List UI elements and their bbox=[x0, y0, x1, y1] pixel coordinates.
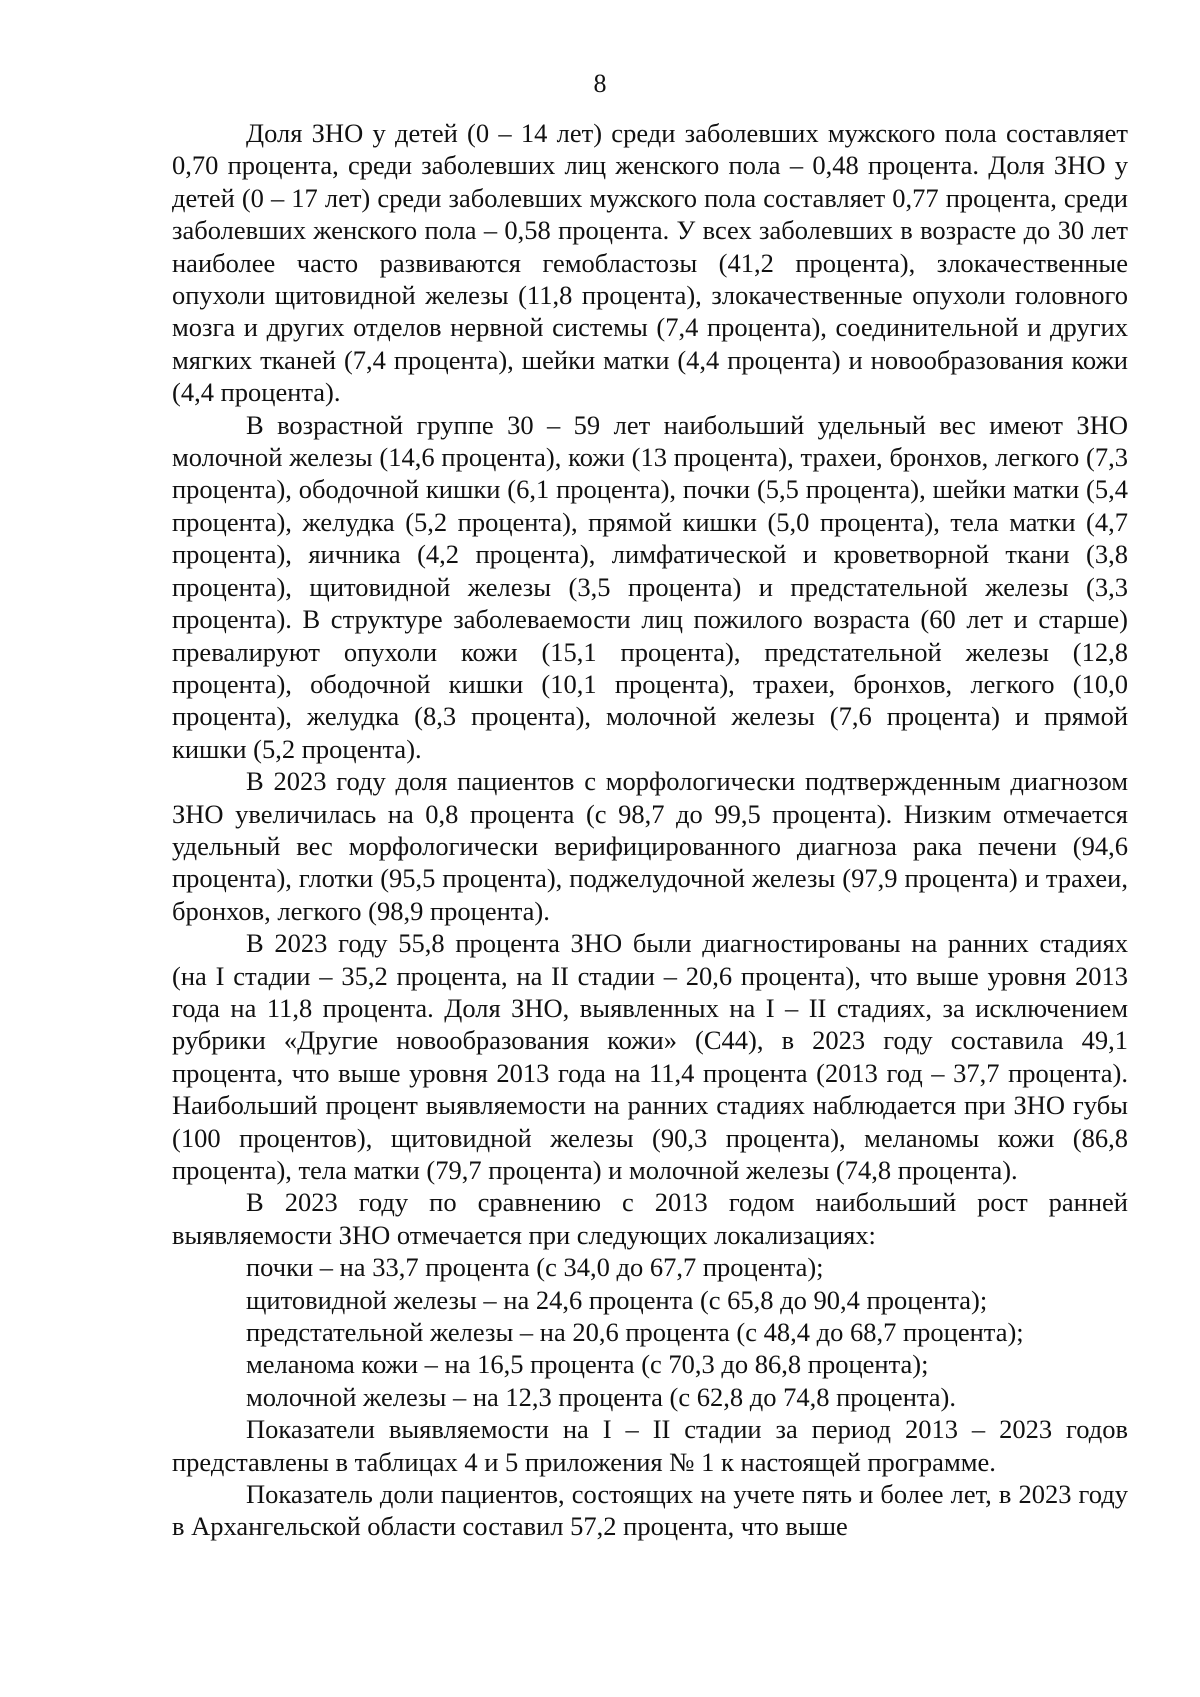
paragraph-morphology: В 2023 году доля пациентов с морфологически подтвержденным диагнозом ЗНО увеличилась на 0,8 процента (с 98,7 до 99,5 процента). Низким отмечается удельный вес морфологически верифицированного диагноза рака печени (94,6 процента), глотки (95,5 процента), поджелудочной железы (97,9 процента) и трахеи, бронхов, легкого (98,9 процента). bbox=[172, 766, 1128, 926]
paragraph-children-share: Доля ЗНО у детей (0 – 14 лет) среди заболевших мужского пола составляет 0,70 процента, среди заболевших лиц женского пола – 0,48 процента. Доля ЗНО у детей (0 – 17 лет) среди заболевших мужского пола составляет 0,77 процента, среди заболевших женского пола – 0,58 процента. У всех заболевших в возрасте до 30 лет наиболее часто развиваются гемобластозы (41,2 процента), злокачественные опухоли щитовидной железы (11,8 процента), злокачественные опухоли головного мозга и других отделов нервной системы (7,4 процента), соединительной и других мягких тканей (7,4 процента), шейки матки (4,4 процента) и новообразования кожи (4,4 процента). bbox=[172, 118, 1128, 408]
list-item: щитовидной железы – на 24,6 процента (с 65,8 до 90,4 процента); bbox=[246, 1284, 988, 1315]
list-item: меланома кожи – на 16,5 процента (с 70,3 до 86,8 процента); bbox=[246, 1349, 929, 1380]
document-body bbox=[172, 117, 1128, 1543]
list-item: молочной железы – на 12,3 процента (с 62,8 до 74,8 процента). bbox=[246, 1381, 956, 1412]
list-item: почки – на 33,7 процента (с 34,0 до 67,7 процента); bbox=[246, 1252, 824, 1283]
paragraph-tables-reference: Показатели выявляемости на I – II стадии за период 2013 – 2023 годов представлены в таблицах 4 и 5 приложения № 1 к настоящей программе. bbox=[172, 1414, 1128, 1477]
page-number: 8 bbox=[593, 69, 607, 98]
list-item: предстательной железы – на 20,6 процента (с 48,4 до 68,7 процента); bbox=[246, 1317, 1024, 1348]
paragraph-five-year-registry: Показатель доли пациентов, состоящих на учете пять и более лет, в 2023 году в Архангельской области составил 57,2 процента, что выше bbox=[172, 1479, 1128, 1542]
paragraph-age-groups: В возрастной группе 30 – 59 лет наибольший удельный вес имеют ЗНО молочной железы (14,6 процента), кожи (13 процента), трахеи, бронхов, легкого (7,3 процента), ободочной кишки (6,1 процента), почки (5,5 процента), шейки матки (5,4 процента), желудка (5,2 процента), прямой кишки (5,0 процента), тела матки (4,7 процента), яичника (4,2 процента), лимфатической и кроветворной ткани (3,8 процента), щитовидной железы (3,5 процента) и предстательной железы (3,3 процента). В структуре заболеваемости лиц пожилого возраста (60 лет и старше) превалируют опухоли кожи (15,1 процента), предстательной железы (12,8 процента), ободочной кишки (10,1 процента), трахеи, бронхов, легкого (10,0 процента), желудка (8,3 процента), молочной железы (7,6 процента) и прямой кишки (5,2 процента). bbox=[172, 409, 1128, 764]
paragraph-growth-intro: В 2023 году по сравнению с 2013 годом наибольший рост ранней выявляемости ЗНО отмечается при следующих локализациях: bbox=[172, 1187, 1128, 1250]
paragraph-early-stages: В 2023 году 55,8 процента ЗНО были диагностированы на ранних стадиях (на I стадии – 35,2 процента, на II стадии – 20,6 процента), что выше уровня 2013 года на 11,8 процента. Доля ЗНО, выявленных на I – II стадиях, за исключением рубрики «Другие новообразования кожи» (С44), в 2023 году составила 49,1 процента, что выше уровня 2013 года на 11,4 процента (2013 год – 37,7 процента). Наибольший процент выявляемости на ранних стадиях наблюдается при ЗНО губы (100 процентов), щитовидной железы (90,3 процента), меланомы кожи (86,8 процента), тела матки (79,7 процента) и молочной железы (74,8 процента). bbox=[172, 928, 1128, 1185]
